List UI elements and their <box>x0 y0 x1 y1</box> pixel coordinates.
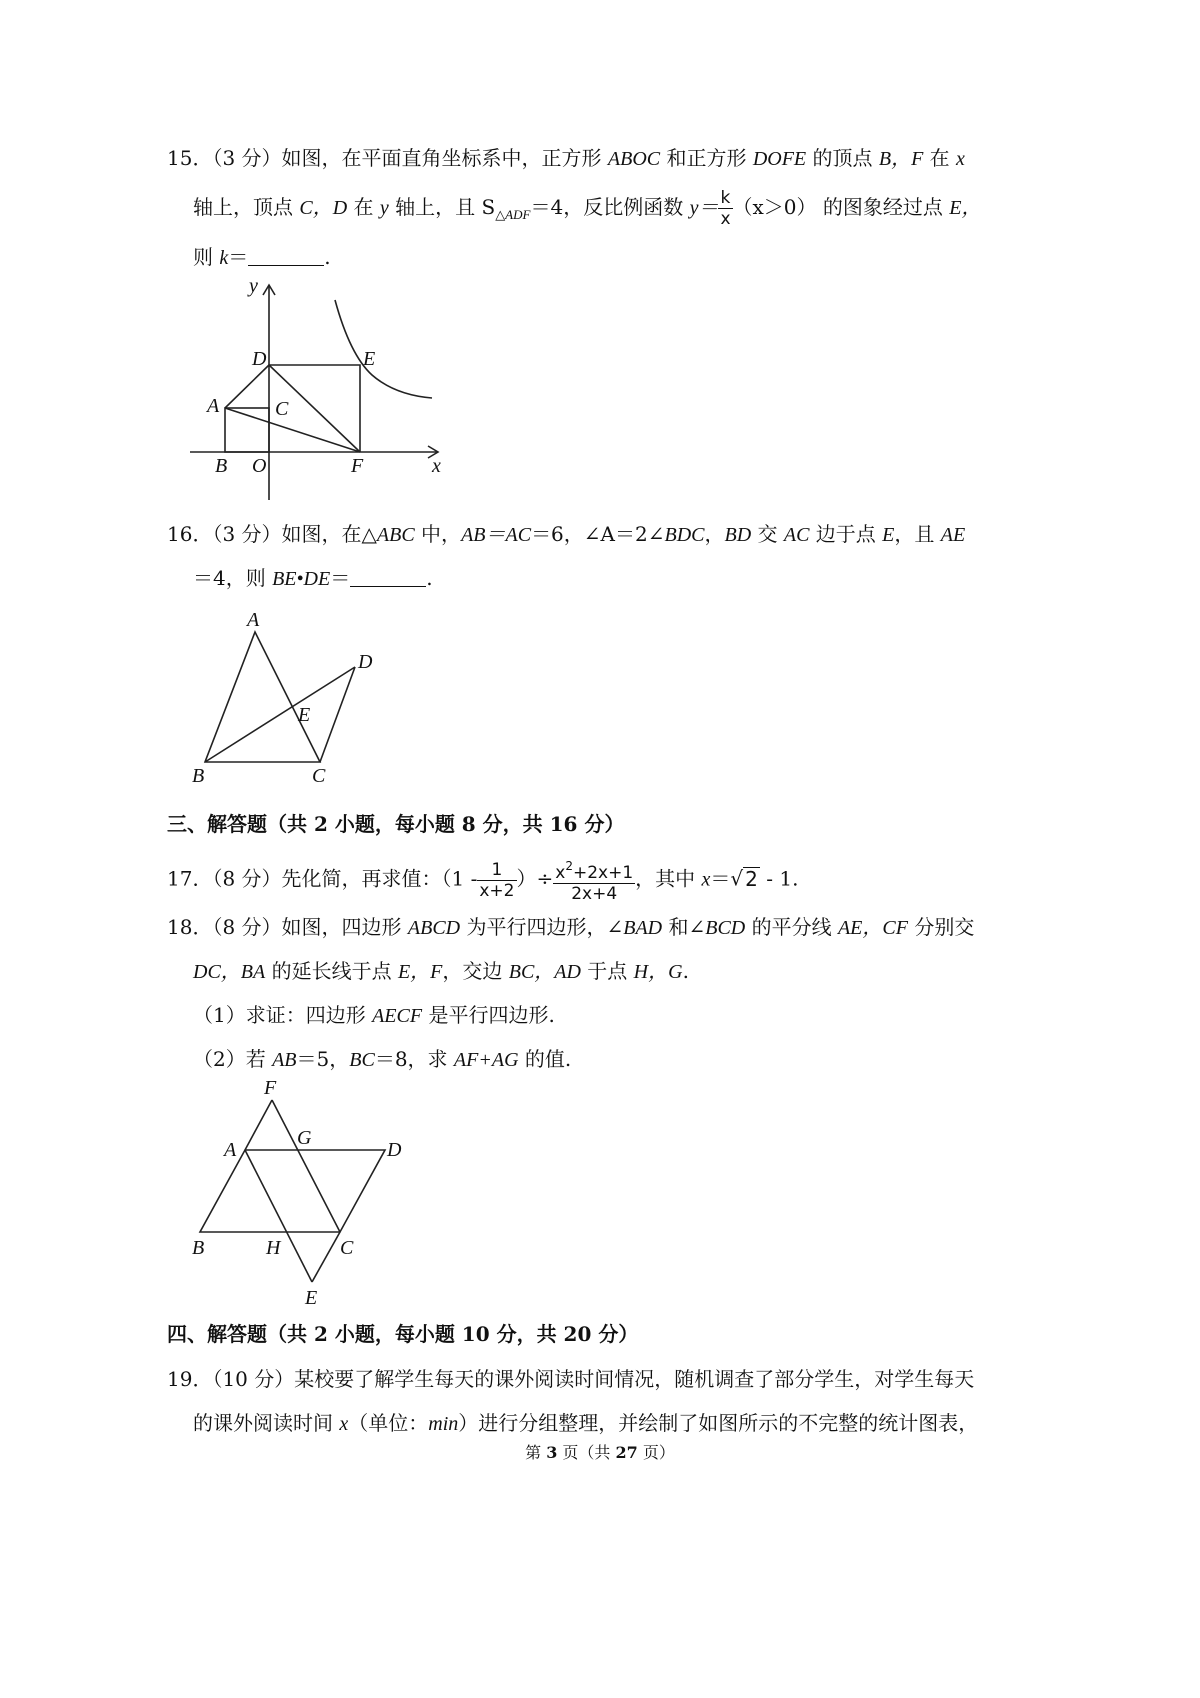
text: 轴上，且 S <box>388 195 496 219</box>
text: （2）若 <box>193 1047 273 1071</box>
fig16-label-B: B <box>192 765 205 787</box>
text: ＝ <box>228 245 249 269</box>
text: E <box>882 524 895 546</box>
text: BE•DE <box>272 568 331 590</box>
text: y <box>379 197 389 219</box>
text: . <box>324 245 331 269</box>
text: AB <box>272 1049 297 1071</box>
text: B，F <box>878 148 924 170</box>
page-total: 27 <box>615 1443 638 1462</box>
text: AC <box>783 524 810 546</box>
text: ＝4，反比例函数 <box>530 195 690 219</box>
text: ，其中 <box>635 866 702 891</box>
section-three-heading: 三、解答题（共 2 小题，每小题 8 分，共 16 分） <box>167 812 625 836</box>
text: E，F <box>397 961 443 983</box>
fig16-label-D: D <box>358 651 373 673</box>
text: +2x+1 <box>572 863 634 883</box>
text: . <box>682 959 689 983</box>
text: 在 <box>923 146 957 170</box>
text: 17．（8 分）先化简，再求值：（1 - <box>167 866 478 891</box>
text: （单位： <box>348 1411 429 1435</box>
sqrt-symbol: √ <box>730 866 744 891</box>
text: ＝5， <box>296 1047 350 1071</box>
fig18-label-H: H <box>266 1237 281 1259</box>
text: k <box>219 247 229 269</box>
fig18-label-C: C <box>340 1237 354 1259</box>
text: AB＝AC <box>461 524 532 546</box>
text: ，且 <box>894 522 941 546</box>
text: 是平行四边形. <box>422 1003 555 1027</box>
text: - 1. <box>759 866 799 891</box>
fig15-label-E: E <box>363 348 376 370</box>
text: ＝6，∠A＝2∠ <box>531 522 665 546</box>
text: AF+AG <box>453 1049 519 1071</box>
text: DOFE <box>752 148 807 170</box>
fig16-label-C: C <box>312 765 326 787</box>
fig15-label-x: x <box>432 455 441 477</box>
fraction-numerator: 1 <box>477 860 516 881</box>
section-four-heading: 四、解答题（共 2 小题，每小题 10 分，共 20 分） <box>167 1322 639 1346</box>
text: 的延长线于点 <box>265 959 398 983</box>
q19-line1: 19．（10 分）某校要了解学生每天的课外阅读时间情况，随机调查了部分学生，对学生每天 <box>167 1367 975 1391</box>
page-number: 3 <box>546 1443 558 1462</box>
text: ＝ <box>330 566 351 590</box>
text: BAD <box>623 917 663 939</box>
fig18-label-B: B <box>192 1237 205 1259</box>
text: H，G <box>633 961 683 983</box>
text: （1）求证：四边形 <box>193 1003 373 1027</box>
text: 边于点 <box>809 522 883 546</box>
text: y＝ <box>689 197 719 219</box>
text: 分别交 <box>907 915 975 939</box>
text: 交 <box>751 522 784 546</box>
text: 轴上，顶点 <box>193 195 300 219</box>
text: x <box>701 868 711 891</box>
text: x <box>339 1413 349 1435</box>
text: ＝ <box>710 866 731 891</box>
fig15-label-O: O <box>252 455 267 477</box>
superscript: 2 <box>565 859 573 873</box>
text: ）进行分组整理，并绘制了如图所示的不完整的统计图表， <box>458 1411 979 1435</box>
text: 则 <box>193 245 220 269</box>
text: 的顶点 <box>806 146 879 170</box>
fraction-denominator: x+2 <box>479 880 515 901</box>
text: ABC <box>376 524 415 546</box>
text: 的平分线 <box>745 915 838 939</box>
text: BC，AD <box>508 961 581 983</box>
text: 的值. <box>518 1047 572 1071</box>
text: 和正方形 <box>660 146 753 170</box>
text: AECF <box>372 1005 423 1027</box>
text: BC <box>349 1049 375 1071</box>
text: 18．（8 分）如图，四边形 <box>167 915 408 939</box>
text: ， <box>704 522 725 546</box>
text: BD <box>724 524 752 546</box>
fraction-denominator: x <box>720 209 731 229</box>
text: 和∠ <box>662 915 706 939</box>
text: 中， <box>414 522 462 546</box>
text: ＝8，求 <box>374 1047 454 1071</box>
text: x <box>956 148 965 170</box>
text: ＝4，则 <box>193 566 273 590</box>
fig15-label-A: A <box>207 395 220 417</box>
text: ，交边 <box>442 959 509 983</box>
subscript: △ADF <box>495 207 531 222</box>
fig15-label-B: B <box>215 455 228 477</box>
page-footer <box>0 1440 1200 1463</box>
text: 第 <box>525 1443 547 1462</box>
text: 16．（3 分）如图，在△ <box>167 522 377 546</box>
sqrt-radicand: 2 <box>745 866 758 891</box>
fig15-label-y: y <box>249 275 258 297</box>
fig18-label-G: G <box>297 1127 312 1149</box>
text: BCD <box>705 917 746 939</box>
text: ABCD <box>407 917 461 939</box>
text: 于点 <box>580 959 634 983</box>
text: . <box>426 566 433 590</box>
fig15-label-F: F <box>351 455 364 477</box>
fig18-label-F: F <box>264 1077 277 1099</box>
fig15-label-D: D <box>252 348 267 370</box>
fig18-label-E: E <box>305 1287 318 1309</box>
text: 的课外阅读时间 <box>193 1411 340 1435</box>
text: DC，BA <box>193 961 266 983</box>
fig16-label-E: E <box>298 704 311 726</box>
text: AE，CF <box>837 917 908 939</box>
text: 为平行四边形，∠ <box>460 915 624 939</box>
text: 页（共 <box>557 1443 616 1462</box>
text: BDC <box>664 524 705 546</box>
fig15-label-C: C <box>275 398 289 420</box>
text: C，D <box>299 197 348 219</box>
text: （x＞0） <box>732 195 817 219</box>
text: min <box>428 1413 459 1435</box>
fraction-denominator: 2x+4 <box>571 884 618 904</box>
text: ABOC <box>607 148 661 170</box>
fig16-label-A: A <box>247 609 260 631</box>
text: 页） <box>637 1443 675 1462</box>
text: ）÷ <box>516 866 554 891</box>
q19-line2 <box>193 1409 978 1438</box>
text: 在 <box>347 195 380 219</box>
text: E， <box>949 197 982 219</box>
text: 15．（3 分）如图，在平面直角坐标系中，正方形 <box>167 146 608 170</box>
fig18-label-D: D <box>387 1139 402 1161</box>
text: AE <box>940 524 966 546</box>
text: x <box>555 863 566 883</box>
text: 的图象经过点 <box>816 195 950 219</box>
fig18-label-A: A <box>224 1139 237 1161</box>
fraction-numerator: k <box>718 188 732 209</box>
